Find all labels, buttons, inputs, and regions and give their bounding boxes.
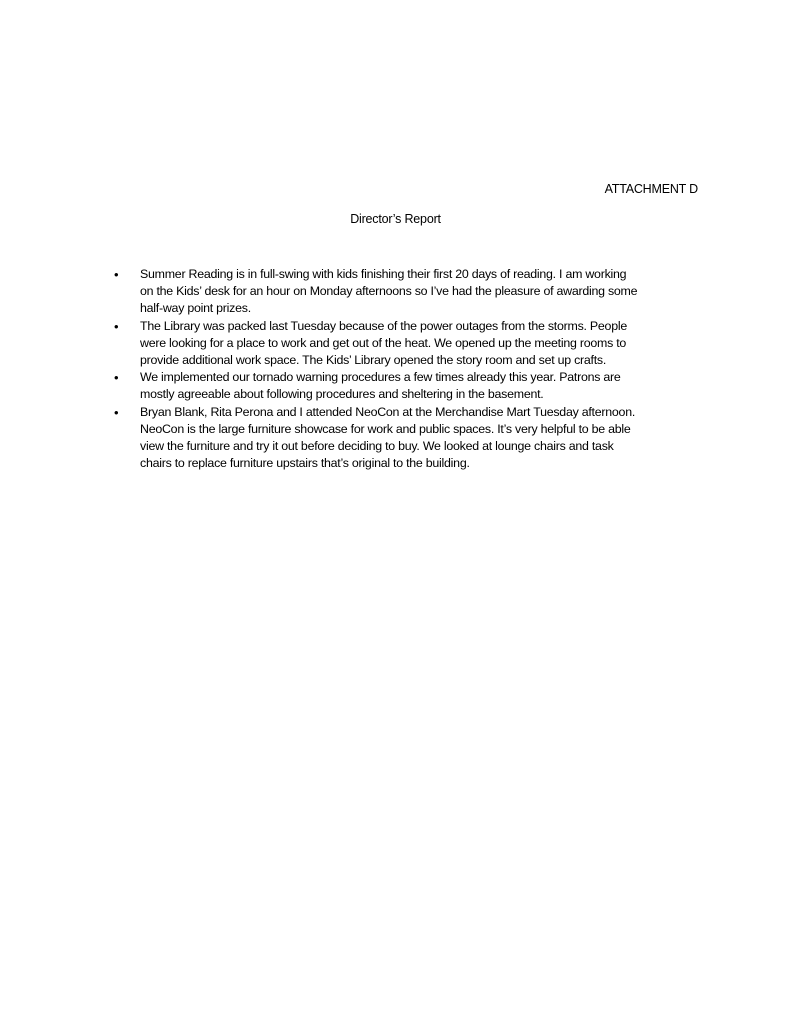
bullet-text-line: view the furniture and try it out before deciding to buy. We looked at lounge chairs and task (140, 439, 614, 454)
bullet-text-line: We implemented our tornado warning procedures a few times already this year. Patrons are (140, 370, 621, 385)
bullet-text-line: Bryan Blank, Rita Perona and I attended NeoCon at the Merchandise Mart Tuesday afternoon. (140, 404, 636, 419)
report-bullet-list (114, 266, 704, 472)
bullet-text-line: chairs to replace furniture upstairs that’s original to the building. (140, 456, 470, 471)
bullet-item-tornado-procedures (114, 369, 704, 403)
bullet-item-summer-reading (114, 266, 704, 318)
bullet-text-line: NeoCon is the large furniture showcase for work and public spaces. It’s very helpful to be able (140, 421, 631, 436)
bullet-text-line: half-way point prizes. (140, 301, 251, 316)
bullet-icon: • (114, 318, 119, 334)
bullet-text-line: Summer Reading is in full-swing with kids finishing their first 20 days of reading. I am working (140, 267, 627, 281)
bullet-text-line: The Library was packed last Tuesday because of the power outages from the storms. People (140, 318, 627, 333)
bullet-icon: • (114, 404, 119, 420)
bullet-icon: • (114, 267, 119, 282)
bullet-text-line: mostly agreeable about following procedures and sheltering in the basement. (140, 387, 544, 402)
report-title: Director’s Report (350, 212, 441, 226)
bullet-icon: • (114, 370, 119, 386)
bullet-text-line: provide additional work space. The Kids’ Library opened the story room and set up crafts. (140, 353, 607, 368)
bullet-text-line: were looking for a place to work and get out of the heat. We opened up the meeting rooms to (140, 335, 627, 350)
bullet-item-library-packed (114, 318, 704, 370)
bullet-text-line: on the Kids’ desk for an hour on Monday afternoons so I’ve had the pleasure of awarding some (140, 284, 638, 299)
attachment-label: ATTACHMENT D (604, 182, 698, 196)
bullet-item-neocon (114, 404, 704, 473)
